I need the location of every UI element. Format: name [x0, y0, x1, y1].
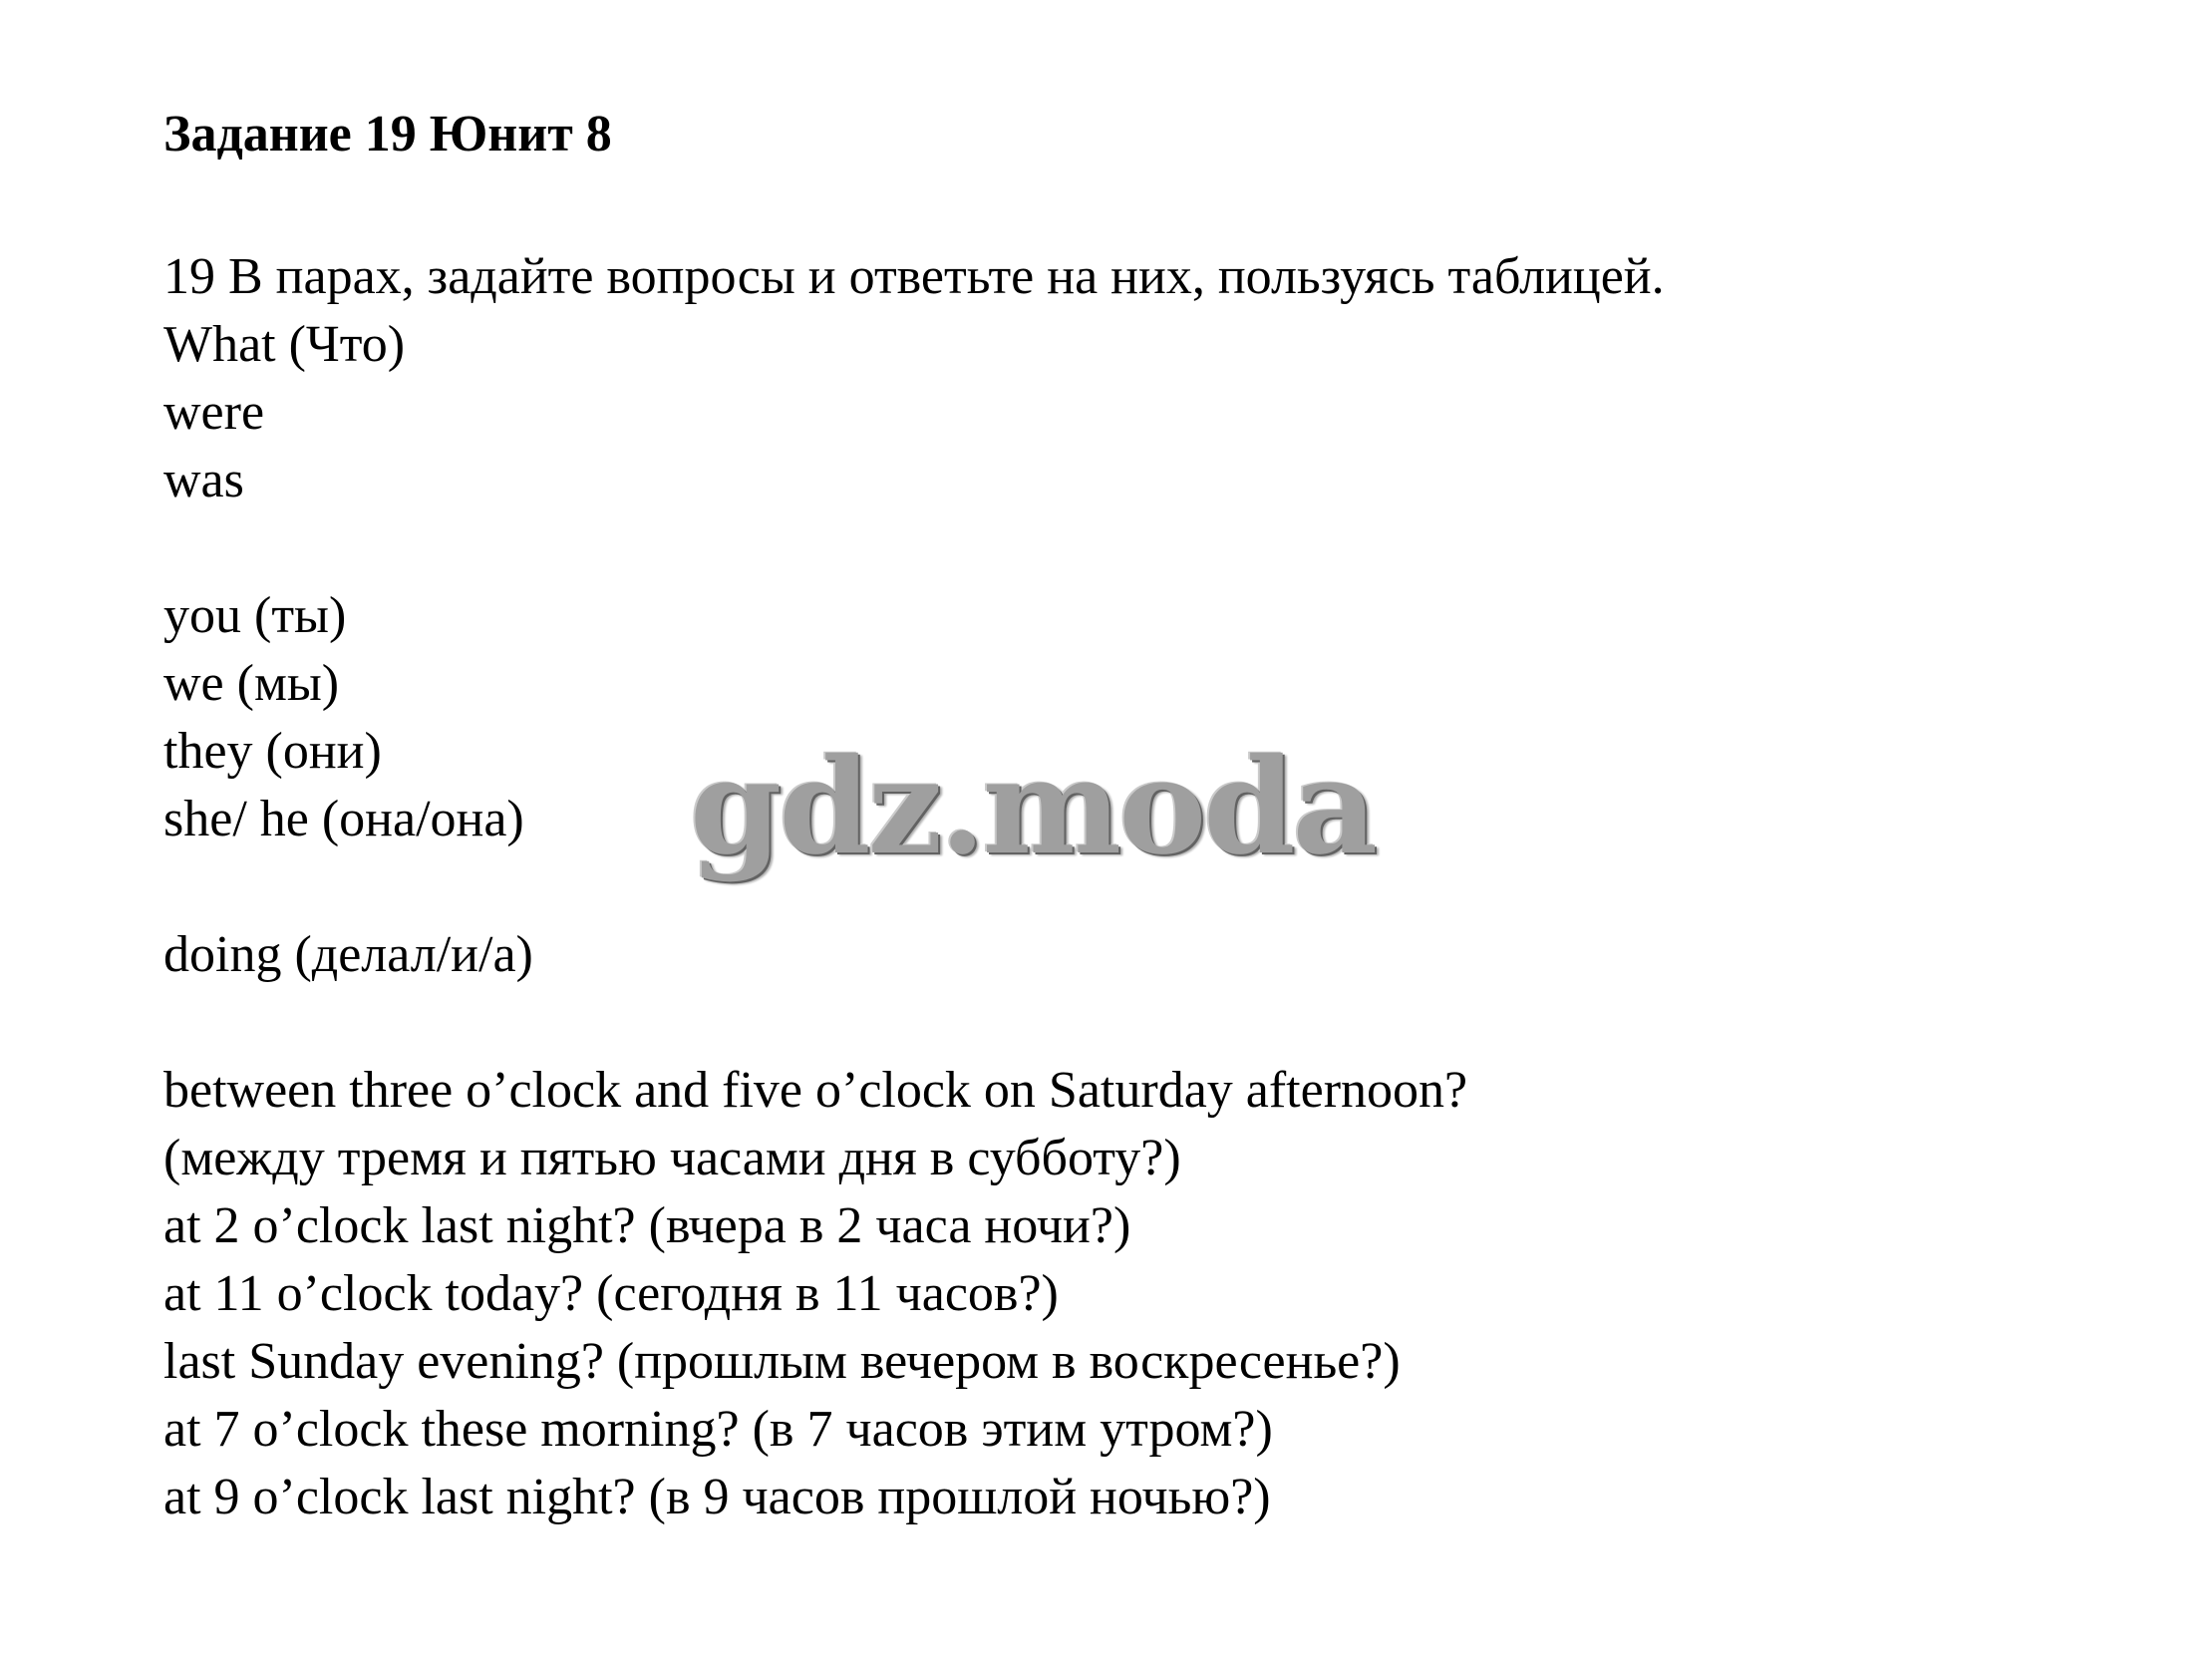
time-phrase-9-oclock: at 9 o’clock last night? (в 9 часов прошлой ночью?) [163, 1469, 1271, 1525]
table-cell-what: What (Что) [163, 316, 406, 373]
time-phrase-11-oclock: at 11 o’clock today? (сегодня в 11 часов?) [163, 1265, 1059, 1322]
table-cell-we: we (мы) [163, 655, 340, 712]
time-phrase-sunday-evening: last Sunday evening? (прошлым вечером в воскресенье?) [163, 1333, 1401, 1390]
watermark-logo: gdz.moda [690, 730, 1376, 884]
table-cell-they: they (они) [163, 723, 382, 780]
table-cell-you: you (ты) [163, 587, 347, 644]
page-title: Задание 19 Юнит 8 [163, 106, 612, 163]
table-cell-were: were [163, 384, 265, 441]
time-phrase-saturday-translation: (между тремя и пятью часами дня в субботу?) [163, 1130, 1181, 1186]
table-cell-she-he: she/ he (она/она) [163, 791, 524, 847]
table-cell-was: was [163, 452, 244, 508]
time-phrase-2-oclock: at 2 o’clock last night? (вчера в 2 часа ночи?) [163, 1197, 1131, 1254]
time-phrase-saturday: between three o’clock and five o’clock on Saturday afternoon? [163, 1062, 1468, 1119]
time-phrase-7-oclock: at 7 o’clock these morning? (в 7 часов этим утром?) [163, 1401, 1273, 1458]
task-instruction: 19 В парах, задайте вопросы и ответьте на них, пользуясь таблицей. [163, 248, 1665, 305]
table-cell-doing: doing (делал/и/а) [163, 926, 533, 983]
